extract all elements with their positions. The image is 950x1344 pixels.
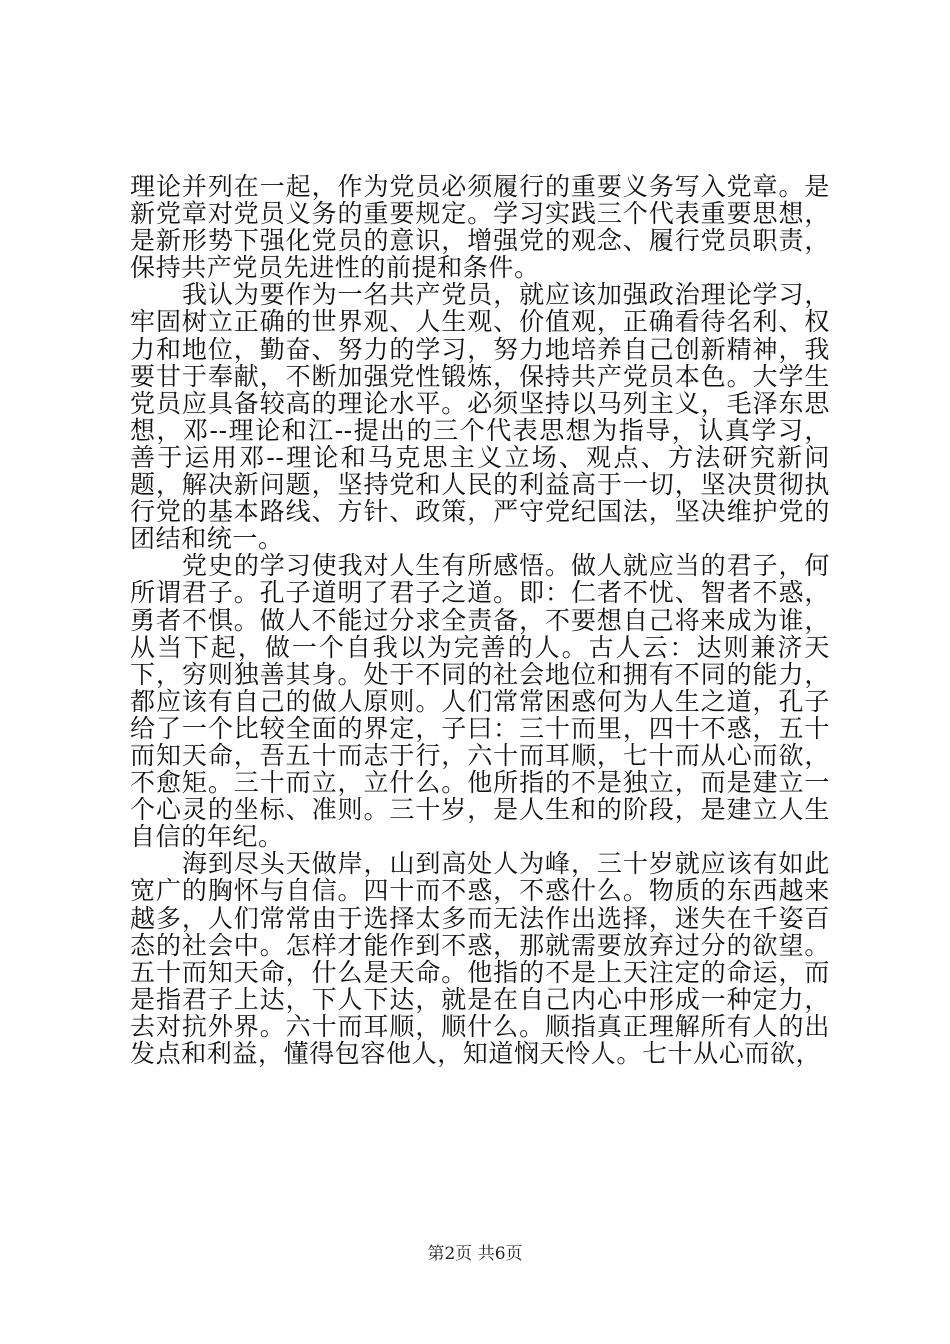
paragraph-2: 我认为要作为一名共产党员，就应该加强政治理论学习，牢固树立正确的世界观、人生观、价值观，正确看待名利、权力和地位，勤奋、努力的学习，努力地培养自己创新精神，我要甘于奉献，不断加强党性锻炼，保持共产党员本色。大学生党员应具备较高的理论水平。必须坚持以马列主义，毛泽东思想，邓--理论和江--提出的三个代表思想为指导，认真学习，善于运用邓--理论和马克思主义立场、观点、方法研究新问题，解决新问题，坚持党和人民的利益高于一切，坚决贯彻执行党的基本路线、方针、政策，严守党纪国法，坚决维护党的团结和统一。: [130, 280, 830, 554]
document-body: [130, 173, 830, 1067]
page-number-label: 第2页 共6页: [427, 1244, 523, 1264]
paragraph-3: 党史的学习使我对人生有所感悟。做人就应当的君子，何所谓君子。孔子道明了君子之道。即：仁者不忧、智者不惑，勇者不惧。做人不能过分求全责备，不要想自己将来成为谁，从当下起，做一个自我以为完善的人。古人云：达则兼济天下，穷则独善其身。处于不同的社会地位和拥有不同的能力，都应该有自己的做人原则。人们常常困惑何为人生之道，孔子给了一个比较全面的界定，子曰：三十而里，四十不惑，五十而知天命，吾五十而志于行，六十而耳顺，七十而从心而欲，不愈矩。三十而立，立什么。他所指的不是独立，而是建立一个心灵的坐标、准则。三十岁，是人生和的阶段，是建立人生自信的年纪。: [130, 551, 830, 852]
page-footer: [0, 1244, 950, 1264]
paragraph-4: 海到尽头天做岸，山到高处人为峰，三十岁就应该有如此宽广的胸怀与自信。四十而不惑，不惑什么。物质的东西越来越多，人们常常由于选择太多而无法作出选择，迷失在千姿百态的社会中。怎样才能作到不惑，那就需要放弃过分的欲望。五十而知天命，什么是天命。他指的不是上天注定的命运，而是指君子上达，下人下达，就是在自己内心中形成一种定力，去对抗外界。六十而耳顺，顺什么。顺指真正理解所有人的出发点和利益，懂得包容他人，知道悯天怜人。七十从心而欲，: [130, 849, 830, 1068]
paragraph-1: 理论并列在一起，作为党员必须履行的重要义务写入党章。是新党章对党员义务的重要规定。学习实践三个代表重要思想，是新形势下强化党员的意识，增强党的观念、履行党员职责，保持共产党员先进性的前提和条件。: [130, 172, 830, 283]
